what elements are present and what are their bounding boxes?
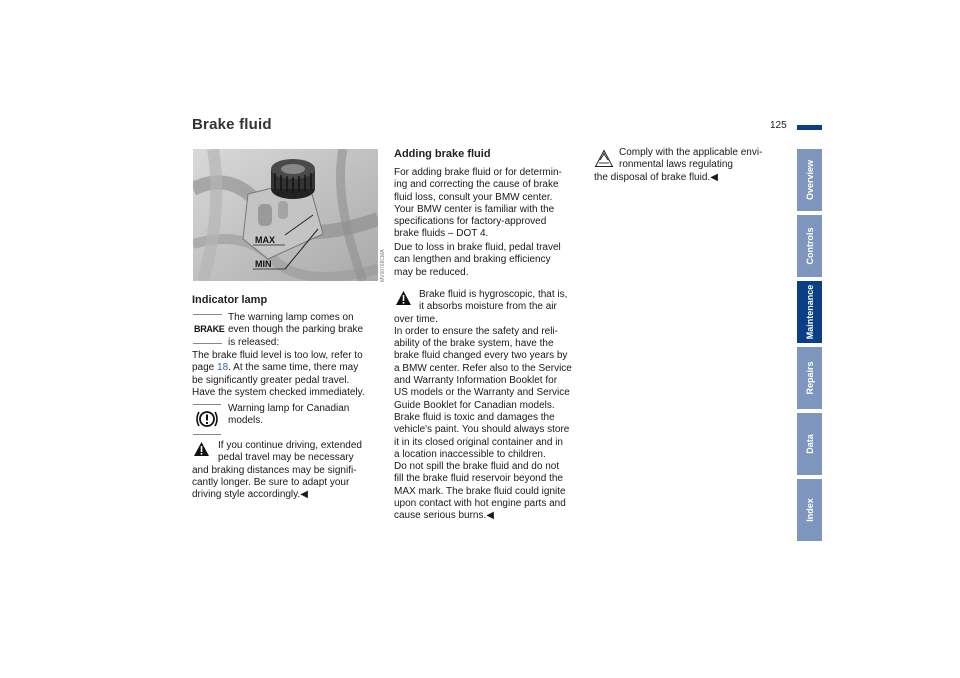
indicator-heading: Indicator lamp	[192, 294, 268, 306]
tab-maintenance[interactable]: Maintenance	[797, 281, 822, 343]
adding-heading: Adding brake fluid	[394, 148, 491, 160]
brake-icon-text: BRAKE	[194, 324, 225, 334]
adding-paragraph-1: For adding brake fluid or for determin- ing and correcting the cause of brake fluid loss, consult your BMW center. Your BMW center is familiar with the specifications for factory-approved brake fluids – DOT 4.	[394, 167, 562, 240]
driving-warning-text: If you continue driving, extended pedal travel may be necessary and braking distances may be signifi- cantly longer. Be sure to adapt your driving style accordingly.◀	[192, 440, 362, 501]
brake-warning-icon	[193, 314, 225, 344]
level-low-paragraph: The brake fluid level is too low, refer to page 18. At the same time, there may be significantly greater pedal travel. Have the system checked immediately.	[192, 350, 365, 398]
end-mark: ◀	[300, 489, 308, 501]
min-label: MIN	[255, 259, 272, 269]
reservoir-photo	[193, 149, 378, 281]
page-18-link[interactable]: 18	[217, 362, 229, 374]
figure-code: MV00769CMA	[380, 249, 386, 282]
tab-index[interactable]: Index	[797, 479, 822, 541]
tab-overview[interactable]: Overview	[797, 149, 822, 211]
environment-note: Comply with the applicable envi- ronmental laws regulating the disposal of brake fluid.◀	[594, 147, 763, 183]
page-number-bar	[797, 125, 822, 130]
hygroscopic-warning-text: Brake fluid is hygroscopic, that is, it absorbs moisture from the air over time. In order to ensure the safety and reli- ability of the brake system, have the brake fluid changed every two years by a BMW center. Refer also to the Service and Warranty Information Booklet for US models or the Warranty and Service Guide Booklet for Canadian models. Brake fluid is toxic and damages the vehicle's paint. You should always store it in its closed original container and in a location inaccessible to children. Do not spill the brake fluid and do not fill the brake fluid reservoir beyond the MAX mark. The brake fluid could ignite upon contact with hot engine parts and cause serious burns.◀	[394, 289, 572, 522]
lamp-description: The warning lamp comes on even though the parking brake is released:	[228, 312, 364, 348]
end-mark: ◀	[486, 510, 494, 522]
tab-repairs[interactable]: Repairs	[797, 347, 822, 409]
page-number: 125	[770, 120, 787, 131]
tab-data[interactable]: Data	[797, 413, 822, 475]
page-title: Brake fluid	[192, 116, 272, 133]
adding-paragraph-2: Due to loss in brake fluid, pedal travel can lengthen and braking efficiency may be reduced.	[394, 242, 561, 278]
canadian-warning-lamp-icon	[193, 404, 221, 434]
canadian-lamp-text: Warning lamp for Canadian models.	[228, 403, 350, 427]
max-label: MAX	[255, 235, 275, 245]
end-mark: ◀	[710, 171, 718, 183]
tab-controls[interactable]: Controls	[797, 215, 822, 277]
